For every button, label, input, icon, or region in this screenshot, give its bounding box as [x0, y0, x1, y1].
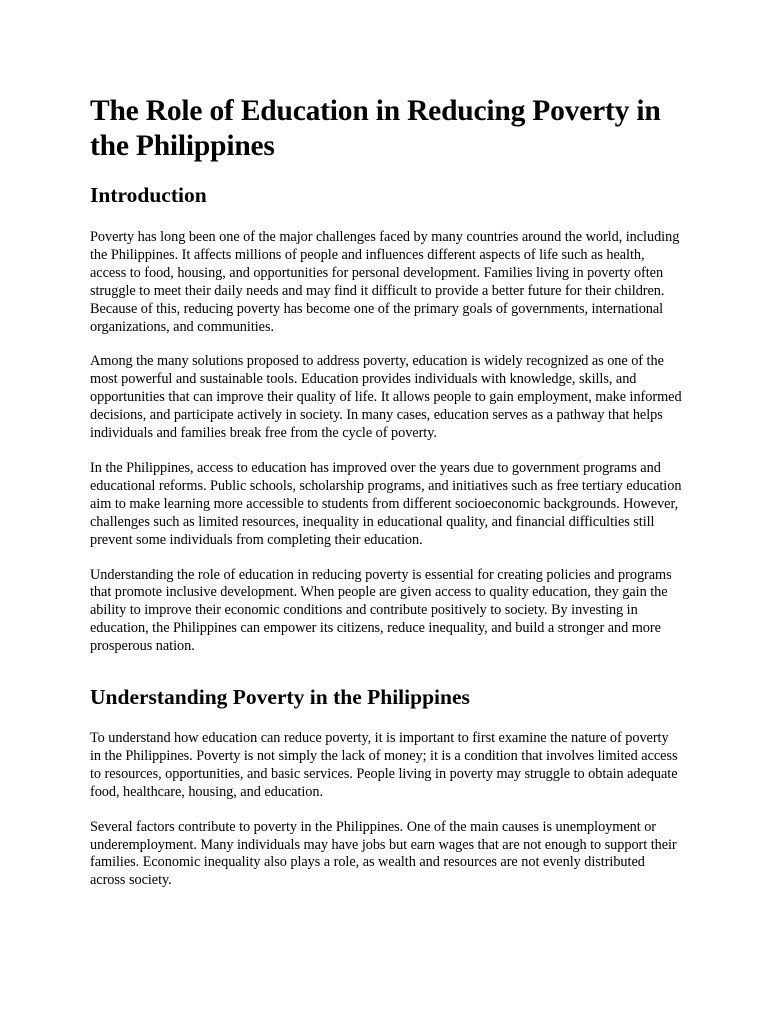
paragraph: Understanding the role of education in reducing poverty is essential for creating policies and programs that promote inclusive development. When people are given access to quality education, they gain the ability to improve their economic conditions and contribute positively to society. By investing in education, the Philippines can empower its citizens, reduce inequality, and build a stronger and more prosperous nation. — [90, 566, 672, 655]
paragraph: In the Philippines, access to education has improved over the years due to government programs and educational reforms. Public schools, scholarship programs, and initiatives such as free tertiary education aim to make learning more accessible to students from different socioeconomic backgrounds. However, challenges such as limited resources, inequality in educational quality, and financial difficulties still prevent some individuals from completing their education. — [90, 459, 682, 548]
paragraph: To understand how education can reduce poverty, it is important to first examine the nature of poverty in the Philippines. Poverty is not simply the lack of money; it is a condition that involves limited access to resources, opportunities, and basic services. People living in poverty may struggle to obtain adequate food, healthcare, housing, and education. — [90, 730, 678, 800]
document-page — [90, 94, 682, 907]
paragraph: Among the many solutions proposed to address poverty, education is widely recognized as one of the most powerful and sustainable tools. Education provides individuals with knowledge, skills, and opportunities that can improve their quality of life. It allows people to gain employment, make informed decisions, and participate actively in society. In many cases, education serves as a pathway that helps individuals and families break free from the cycle of poverty. — [90, 353, 682, 442]
section-heading-introduction: Introduction — [90, 183, 207, 207]
document-title: The Role of Education in Reducing Poverty in the Philippines — [90, 95, 661, 162]
paragraph: Several factors contribute to poverty in the Philippines. One of the main causes is unemployment or underemployment. Many individuals may have jobs but earn wages that are not enough to support their families. Economic inequality also plays a role, as wealth and resources are not evenly distributed across society. — [90, 818, 677, 889]
paragraph: Poverty has long been one of the major challenges faced by many countries around the world, including the Philippines. It affects millions of people and influences different aspects of life such as health, access to food, housing, and opportunities for personal development. Families living in poverty often struggle to meet their daily needs and may find it difficult to provide a better future for their children. Because of this, reducing poverty has become one of the primary goals of governments, international organizations, and communities. — [90, 229, 680, 335]
section-heading-understanding-poverty: Understanding Poverty in the Philippines — [90, 685, 470, 710]
